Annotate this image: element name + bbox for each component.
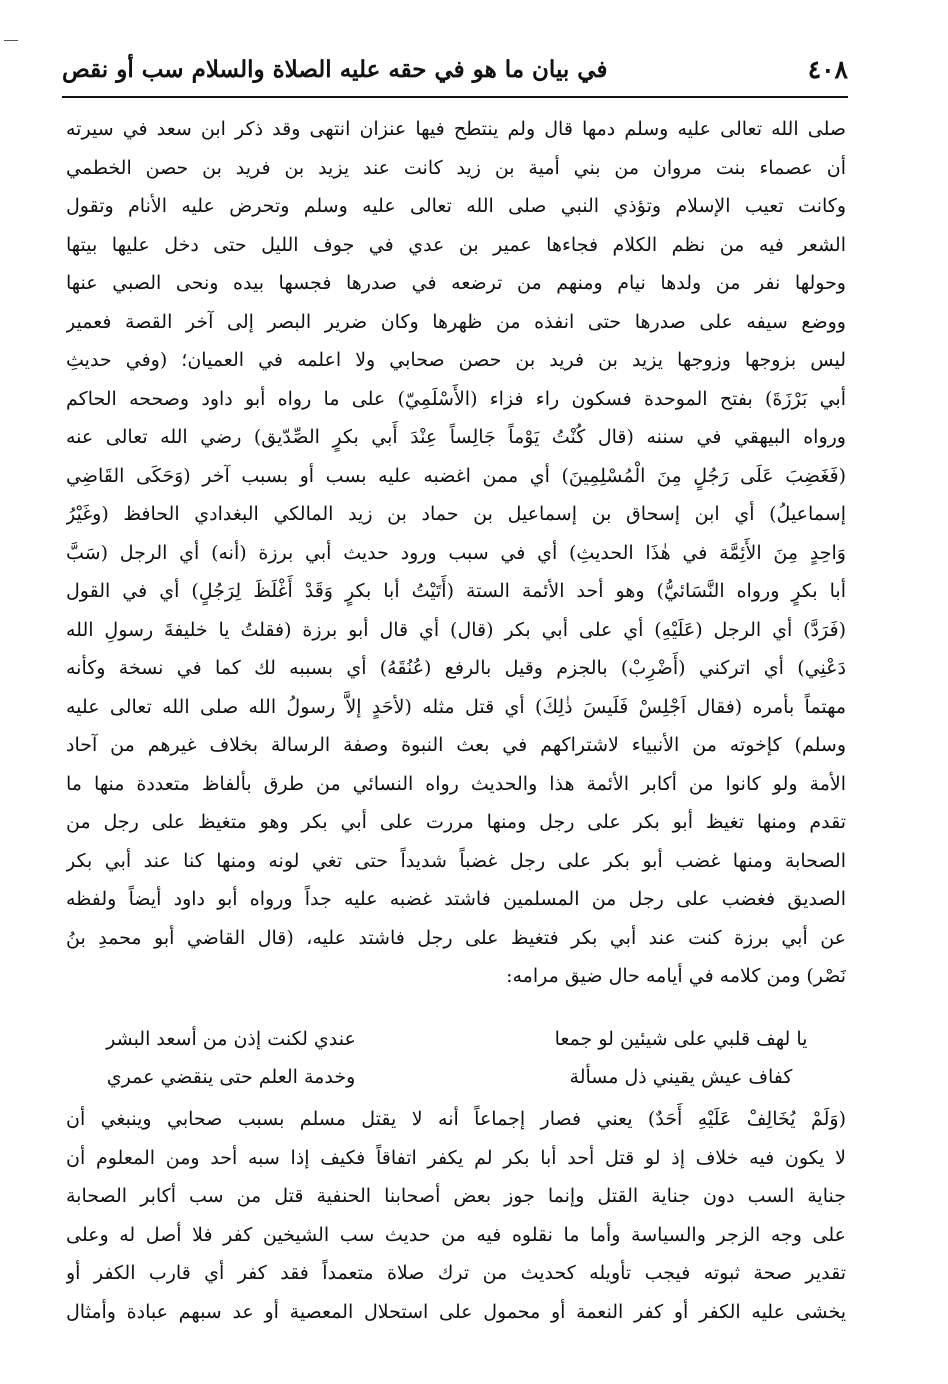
text-line: على وجه الزجر والسياسة وأما ما نقلوه فيه من حديث سب الشيخين كفر فلا أصل له وعلى (66, 1223, 846, 1246)
text-line: تقدم ومنها تغيظ أبو بكر على رجل ومنها مررت على أبي بكر وهو متغيظ على رجل من (66, 811, 846, 833)
text-line: جناية السب دون جناية القتل وإنما جوز بعض أصحابنا الحنفية قتل من سب أكابر الصحابة (66, 1185, 846, 1207)
page-header (62, 50, 848, 94)
header-rule (62, 96, 848, 98)
text-line: (فَرَدَّ) أي الرجل (عَلَيْهِ) أي على أبي بكر (قال) أي قال أبو برزة (فقلتُ يا خليفةَ رسولِ الله (66, 618, 846, 641)
text-line: وحولها نفر من ولدها نيام ومنهم من ترضعه في صدرها فجسها بيده ونحى الصبي عنها (66, 272, 846, 294)
verse-first-hemistich: يا لهف قلبي على شيئين لو جمعا (554, 1028, 808, 1050)
text-line: وَاحِدٍ مِنَ الأَئِمَّة في هٰذَا الحديثِ) أي في سبب ورود حديث أبي برزة (أنه) أي الرجل (سَبَّ (66, 541, 846, 564)
text-line: ورواه البيهقي في سننه (قال كُنْتُ يَوْماً جَالِساً عِنْدَ أَبي بكرٍ الصِّدّيق) رضي الله تعالى عنه (66, 426, 846, 448)
verse-first-hemistich: كفاف عيش يقيني ذل مسألة (569, 1066, 793, 1088)
text-line: مهتماً بأمره (فقال اَجْلِسْ فَلَيسَ ذٰلِكَ) أي قتل مثله (لأحَدٍ إلاَّ رسولُ الله صلى الله تعالى عليه (66, 695, 846, 718)
text-line: (وَلَمْ يُخَالِفْ عَلَيْهِ أَحَدٌ) يعني فصار إجماعاً أنه لا يقتل مسلم بسبب صحابي وينبغي أن (66, 1108, 846, 1130)
poem (66, 1020, 846, 1096)
text-line: إسماعيلُ) أي ابن إسحاق بن إسماعيل بن حماد بن زيد المالكي البغدادي الحافظ (وغَيْرُ (66, 503, 846, 525)
text-line: الأمة ولو كانوا من أكابر الأئمة هذا والحديث رواه النسائي من طرق بألفاظ متعددة منها ما (66, 772, 846, 795)
poem-verse (66, 1020, 846, 1058)
text-line: دَعْنِي) أي اتركني (أَضْرِبْ) بالجزم وقيل بالرفع (عُنُقَهُ) أي بسببه لك كما في نسخة وكأنه (66, 657, 846, 679)
body-text-continued (66, 1100, 846, 1331)
text-line: لا يكون فيه خلاف إذ لو قتل أحد أبا بكر لم يكفر اتفاقاً فكيف إذا سبه أحد ومن المعلوم أن (66, 1146, 846, 1169)
text-line: أبي بَرْزَةَ) بفتح الموحدة فسكون راء فزاء (الأَسْلَمِيّ) على ما رواه أبو داود وصححه الحاكم (66, 387, 846, 410)
text-line: تقدير صحة ثبوته فيجب تأويله كحديث من ترك صلاة متعمداً فقد كفر أي قارب الكفر أو (66, 1262, 846, 1284)
text-line: (فَغَضِبَ عَلَى رَجُلٍ مِنَ الْمُسْلِمِينَ) أي ممن اغضبه عليه بسب أو بسبب آخر (وَحَكَى القَاضِي (66, 464, 846, 487)
text-line: وسلم) كإخوته من الأنبياء لاشتراكهم في بعث النبوة وصفة الرسالة بخلاف غيرهم من آحاد (66, 734, 846, 756)
text-line: صلى الله تعالى عليه وسلم دمها قال ولم ينتطح فيها عنزان انتهى وقد ذكر ابن سعد في سيرته (66, 118, 846, 140)
text-line: الصحابة ومنها غضب أبو بكر على رجل غضباً شديداً حتى تغي لونه ومنها كنا عند أبي بكر (66, 849, 846, 872)
text-line: يخشى عليه الكفر أو كفر النعمة أو محمول على استحلال المعصية أو عد سبهم عبادة وأمثال (66, 1300, 846, 1323)
verse-second-hemistich: عندي لكنت إذن من أسعد البشر (106, 1028, 356, 1050)
text-line: عن أبي برزة كنت عند أبي بكر فتغيظ على رجل فاشتد عليه، (قال القاضي أبو محمدِ بنُ (66, 926, 846, 949)
verse-second-hemistich: وخدمة العلم حتى ينقضي عمري (106, 1066, 356, 1088)
text-line: نَصْر) ومن كلامه في أيامه حال ضيق مرامه: (506, 965, 846, 987)
running-title: في بيان ما هو في حقه عليه الصلاة والسلام سب أو نقص (62, 56, 608, 83)
page-number: ٤٠٨ (807, 55, 848, 84)
text-line: ليس بزوجها وزوجها يزيد بن فريد بن حصن صحابي ولا اعلمه في العميان؛ (وفي حديثِ (66, 349, 846, 371)
text-line: أن عصماء بنت مروان من بني أمية بن زيد كانت عند يزيد بن فريد بن حصن الخطمي (66, 156, 846, 179)
text-line: أبا بكرٍ ورواه النَّسَائيُّ) وهو أحد الأئمة الستة (أَتَيْتُ أبا بكرٍ وَقَدْ أَغْلَظَ لِرَجُلٍ) أي في القول (66, 580, 846, 602)
poem-verse (66, 1058, 846, 1096)
text-line: وكانت تعيب الإسلام وتؤذي النبي صلى الله تعالى عليه وسلم وتحرض عليه الأنام وتقول (66, 195, 846, 217)
corner-mark (4, 40, 18, 41)
body-text (66, 110, 846, 996)
text-line: الصديق فغضب على رجل من المسلمين فاشتد غضبه عليه جداً ورواه أبو داود أيضاً ولفظه (66, 888, 846, 910)
text-line: الشعر فيه من نظم الكلام فجاءها عمير بن عدي في جوف الليل حتى دخل عليها بيتها (66, 233, 846, 256)
text-line: ووضع سيفه على صدرها حتى انفذه من ظهرها وكان ضرير البصر إلى آخر القصة فعمير (66, 310, 846, 333)
